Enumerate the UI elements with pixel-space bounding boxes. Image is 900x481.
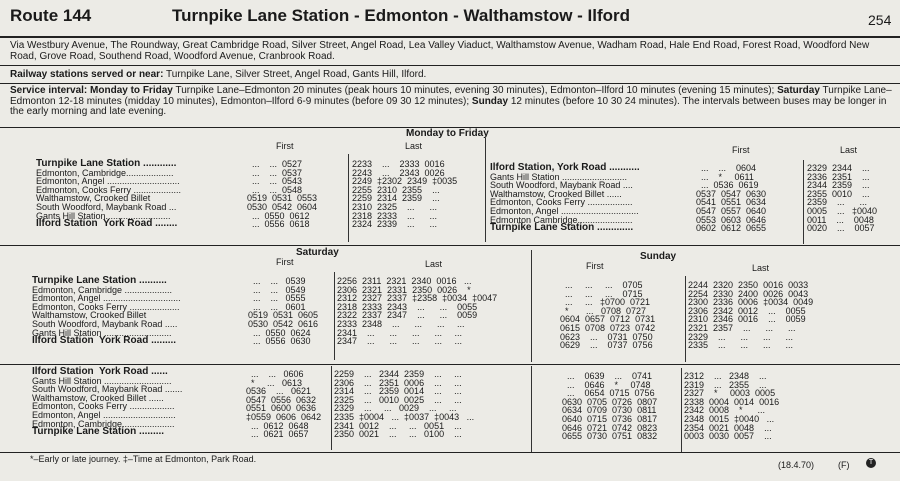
time-row: 0003 0030 0057 ... — [684, 431, 772, 442]
time-row: 2322 2337 2347 ... ... 0059 — [337, 310, 478, 321]
stop-name: South Woodford, Maybank Road ... — [36, 201, 177, 212]
time-row: 2333 2348 ... ... ... ... — [337, 318, 465, 329]
time-row: 2243 ... 2343 0026 — [352, 167, 445, 178]
time-row: ... 0612 0648 — [246, 420, 309, 431]
stop-name: Edmonton, Cooks Ferry ................... — [36, 184, 182, 195]
sat-ret-first — [246, 370, 321, 439]
stop-name: Gants Hill Station ........................... — [32, 327, 172, 338]
route-title: Turnpike Lane Station - Edmonton - Walthamstow - Ilford — [172, 6, 631, 25]
time-row: 0005 ... ‡0040 — [807, 205, 878, 216]
time-row: 2312 2327 2337 ‡2358 ‡0034 ‡0047 — [337, 293, 498, 304]
stop-name: Walthamstow, Crooked Billet ...... — [32, 392, 164, 403]
time-row: ... * 0611 — [696, 171, 754, 182]
mf-out-last — [352, 160, 457, 229]
divider — [531, 366, 532, 452]
transport-logo: T — [866, 458, 876, 468]
divider — [685, 276, 686, 362]
via-text: Via Westbury Avenue, The Roundway, Great Cambridge Road, Silver Street, Angel Road, Lea Valley Viaduct, Walthamstow Avenue, Wadham Road, Hale End Road, Forest Road, Woodford New Road, Grove Road, Southend Road, Woodford Avenue, Cranbrook Road. — [10, 40, 870, 62]
stop-name: Edmonton, Cooks Ferry .................. — [490, 197, 633, 208]
time-row: ... ... 0549 — [248, 284, 306, 295]
divider — [0, 83, 900, 84]
time-row: 2355 0010 ... — [807, 188, 870, 199]
time-row: 2350 0021 ... ... 0100 ... — [334, 429, 462, 440]
time-row: 2329 ... ... 0029 ... ... — [334, 403, 457, 414]
time-row: ... 0536 0619 — [696, 180, 759, 191]
stop-name: Walthamstow, Crooked Billet ...... — [490, 188, 622, 199]
time-row: 0630 0705 0726 0807 — [562, 396, 658, 407]
time-row: 0640 0715 0736 0817 — [562, 413, 658, 424]
time-row: ... ... ‡0700 0721 — [560, 297, 651, 308]
sun-ret-first — [562, 372, 657, 441]
time-row: 0020 ... 0057 — [807, 223, 875, 234]
time-row: ... ... 0543 — [247, 176, 303, 187]
time-row: 2310 2346 0016 ... 0059 — [688, 314, 806, 325]
stop-name: Gants Hill Station.......................... — [36, 210, 171, 221]
sat-out-first — [248, 277, 318, 346]
time-row: 2254 2330 2400 0026 0043 — [688, 288, 809, 299]
time-row: 2329 ... ... ... ... — [688, 331, 794, 342]
time-row: ... ... 0537 — [247, 167, 303, 178]
time-row: 0551 0600 0636 — [246, 403, 317, 414]
time-row: 2249 ‡2302 2349 ‡0035 — [352, 176, 458, 187]
stop-name: South Woodford, Maybank Road ....... — [32, 384, 183, 395]
time-row: 0547 0556 0632 — [246, 394, 317, 405]
time-row: 0011 ... 0048 — [807, 214, 874, 225]
time-row: 2348 0015 ‡0040 ... — [684, 413, 775, 424]
time-row: ... 0550 0612 — [247, 210, 310, 221]
sat-ret-last — [334, 370, 474, 439]
time-row: 2321 2357 ... ... ... — [688, 322, 796, 333]
stop-name: Gants Hill Station ........................... — [32, 375, 172, 386]
stop-name: Edmonton, Cooks Ferry .................... — [32, 301, 180, 312]
sat-heading: Saturday — [296, 247, 339, 258]
time-row: 0536 ... 0621 — [246, 386, 312, 397]
divider — [0, 65, 900, 66]
time-row: 2306 ... 2351 0006 ... ... — [334, 377, 462, 388]
sun-first-label: First — [586, 261, 604, 271]
mf-heading: Monday to Friday — [406, 128, 489, 139]
stop-name: Edmonton Cambridge...................... — [490, 214, 633, 225]
divider — [334, 272, 335, 360]
time-row: ... 0654 0715 0756 — [562, 388, 655, 399]
mf-first-label: First — [276, 141, 294, 151]
sat-first-label: First — [276, 257, 294, 267]
time-row: ... 0646 * 0748 — [562, 379, 651, 390]
stop-name: Walthamstow, Crooked Billet — [36, 193, 151, 204]
sun-heading: Sunday — [640, 251, 677, 262]
sat-last-label: Last — [425, 259, 443, 269]
sun-out-last — [688, 281, 813, 350]
mf-ret-last — [807, 164, 877, 233]
stop-name: Walthamstow, Crooked Billet — [32, 310, 147, 321]
time-row: 2244 2320 2350 0016 0033 — [688, 280, 809, 290]
time-row: 0519 0531 0553 — [247, 193, 318, 204]
time-row: ... ... ... 0705 — [560, 280, 643, 290]
divider — [803, 160, 804, 244]
footnote: *–Early or late journey. ‡–Time at Edmonton, Park Road. — [30, 454, 257, 464]
time-row: ... 0556 0630 — [248, 336, 311, 347]
page-number: 254 — [868, 12, 892, 28]
mf-ret-first-label: First — [732, 145, 750, 155]
time-row: 2325 ... 0010 0025 ... ... — [334, 394, 462, 405]
time-row: ... 0639 ... 0741 — [562, 371, 653, 381]
time-row: 2255 2310 2355 ... — [352, 184, 440, 195]
time-row: 2342 0008 * ... — [684, 405, 766, 416]
time-row: 2341 0012 ... ... 0051 ... — [334, 420, 462, 431]
mf-out-stops — [36, 160, 181, 229]
divider — [0, 452, 900, 453]
stop-name: South Woodford, Maybank Road .... — [490, 180, 633, 191]
time-row: * ... 0613 — [246, 377, 303, 388]
stop-name: Edmonton, Cambridge..................... — [32, 418, 175, 429]
time-row: * ... 0708 0727 — [560, 305, 647, 316]
time-row: 0537 0547 0630 — [696, 188, 767, 199]
time-row: 0519 0531 0605 — [248, 310, 319, 321]
time-row: 2341 ... ... ... ... ... — [337, 327, 463, 338]
time-row: ... ... 0539 — [248, 276, 306, 286]
time-row: 0530 0542 0616 — [248, 318, 319, 329]
time-row: 2310 2325 ... ... — [352, 201, 438, 212]
time-row: 2327 * 0003 0005 — [684, 388, 776, 399]
time-row: 2354 0021 0048 ... — [684, 422, 772, 433]
time-row: ... 0550 0624 — [248, 327, 311, 338]
time-row: 2319 ... 2355 ... — [684, 379, 767, 390]
sun-out-first — [560, 281, 655, 350]
stop-name: South Woodford, Maybank Road ..... — [32, 318, 178, 329]
time-row: 0646 0721 0742 0823 — [562, 422, 658, 433]
stop-name: Gants Hill Station .......................... — [490, 171, 628, 182]
divider — [348, 154, 349, 242]
stop-name: Edmonton, Angel ............................. — [32, 409, 176, 420]
stop-name: Turnpike Lane Station ......... — [32, 426, 165, 438]
time-row: 2338 0004 0014 0016 — [684, 396, 780, 407]
stop-name: Edmonton, Angel ............................... — [32, 293, 181, 304]
time-row: 0655 0730 0751 0832 — [562, 431, 658, 442]
time-row: ... ... 0604 — [696, 163, 757, 173]
time-row: ‡0559 0606 0642 — [246, 411, 322, 422]
divider — [485, 138, 486, 242]
time-row: 2329 2344 ... — [807, 163, 870, 173]
mf-out-first — [247, 160, 317, 229]
time-row: 0547 0557 0640 — [696, 205, 767, 216]
time-row: 0602 0612 0655 — [696, 223, 767, 234]
time-row: 2259 2314 2359 ... — [352, 193, 440, 204]
date-code: (18.4.70) — [778, 460, 815, 470]
time-row: 0530 0542 0604 — [247, 201, 318, 212]
time-row: 0604 0657 0712 0731 — [560, 314, 656, 325]
sat-out-last — [337, 277, 497, 346]
time-row: 2318 2333 ... ... — [352, 210, 438, 221]
stop-name: Edmonton, Angel ............................. — [36, 176, 180, 187]
time-row: 2233 ... 2333 0016 — [352, 159, 445, 169]
stop-name: Turnpike Lane Station ............ — [36, 158, 177, 169]
service-interval: Service interval: Monday to Friday Turnpike Lane–Edmonton 20 minutes (peak hours 10 minutes, evening 30 minutes), Edmonton–Ilford 10 minutes (evening 15 minutes); Saturday Turnpike Lane–Edmonton 12-18 minutes (midday 10 minutes), Edmonton–Ilford 6-9 minutes (before 09 30 12 minutes); Sunday 12 minutes (before 10 30 24 minutes). The intervals between buses may be longer in the early morning and late evening. — [10, 85, 892, 117]
divider — [0, 245, 900, 246]
stop-name: Edmonton, Cambridge ................... — [32, 284, 173, 295]
time-row: ... ... 0548 — [247, 184, 303, 195]
time-row: 2324 2339 ... ... — [352, 219, 438, 230]
stop-name: Ilford Station, York Road ........... — [490, 162, 640, 173]
time-row: 0553 0603 0646 — [696, 214, 767, 225]
stop-name: Edmonton, Angel ............................... — [490, 205, 639, 216]
time-row: ... 0621 0657 — [246, 429, 309, 440]
divider — [531, 250, 532, 362]
series-code: (F) — [838, 460, 850, 470]
time-row: 2336 2351 ... — [807, 171, 870, 182]
time-row: ... ... 0601 — [248, 301, 306, 312]
time-row: 2306 2342 0012 ... 0055 — [688, 305, 806, 316]
time-row: ... ... ... 0715 — [560, 288, 643, 299]
stop-name: Turnpike Lane Station .......... — [32, 275, 167, 286]
stop-name: Ilford Station York Road ........ — [36, 218, 178, 230]
time-row: 2344 2359 ... — [807, 180, 870, 191]
mf-last-label: Last — [405, 141, 423, 151]
time-row: 0541 0551 0634 — [696, 197, 767, 208]
sun-last-label: Last — [752, 263, 770, 273]
time-row: 2359 ... ... — [807, 197, 868, 208]
mf-ret-stops — [490, 164, 640, 233]
route-number: Route 144 — [10, 6, 92, 25]
sat-out-stops — [32, 277, 181, 346]
sun-ret-last — [684, 372, 779, 441]
sat-ret-stops — [32, 368, 182, 437]
time-row: 0629 ... 0737 0756 — [560, 340, 653, 351]
time-row: 2256 2311 2321 2340 0016 ... — [337, 276, 472, 286]
time-row: ... ... 0527 — [247, 159, 303, 169]
time-row: 2318 2333 2343 ... ... 0055 — [337, 301, 478, 312]
time-row: 0634 0709 0730 0811 — [562, 405, 657, 416]
time-row: ... 0556 0618 — [247, 219, 310, 230]
time-row: 2347 ... ... ... ... ... — [337, 336, 463, 347]
time-row: 2335 ‡0004 ... ‡0037 ‡0043 ... — [334, 411, 475, 422]
time-row: 2335 ... ... ... ... — [688, 340, 794, 351]
time-row: 0623 ... 0731 0750 — [560, 331, 653, 342]
time-row: 2300 2336 0006 ‡0034 0049 — [688, 297, 814, 308]
time-row: 2312 ... 2348 ... — [684, 371, 767, 381]
divider — [681, 368, 682, 452]
time-row: 2306 2321 2331 2350 0026 * — [337, 284, 471, 295]
stop-name: Ilford Station York Road ...... — [32, 366, 168, 377]
time-row: 2259 ... 2344 2359 ... ... — [334, 369, 462, 379]
stop-name: Ilford Station York Road ......... — [32, 335, 177, 347]
time-row: 2314 ... 2359 0014 ... ... — [334, 386, 462, 397]
mf-ret-last-label: Last — [840, 145, 858, 155]
divider — [0, 364, 900, 365]
rail-stations: Railway stations served or near: Turnpike Lane, Silver Street, Angel Road, Gants Hill, Ilford. — [10, 69, 427, 80]
stop-name: Edmonton, Cooks Ferry .................. — [32, 401, 175, 412]
time-row: 0615 0708 0723 0742 — [560, 322, 656, 333]
divider — [331, 366, 332, 450]
mf-ret-first — [696, 164, 766, 233]
stop-name: Turnpike Lane Station ............. — [490, 222, 634, 234]
time-row: ... ... 0555 — [248, 293, 306, 304]
stop-name: Edmonton, Cambridge................... — [36, 167, 174, 178]
time-row: ... ... 0606 — [246, 369, 304, 379]
